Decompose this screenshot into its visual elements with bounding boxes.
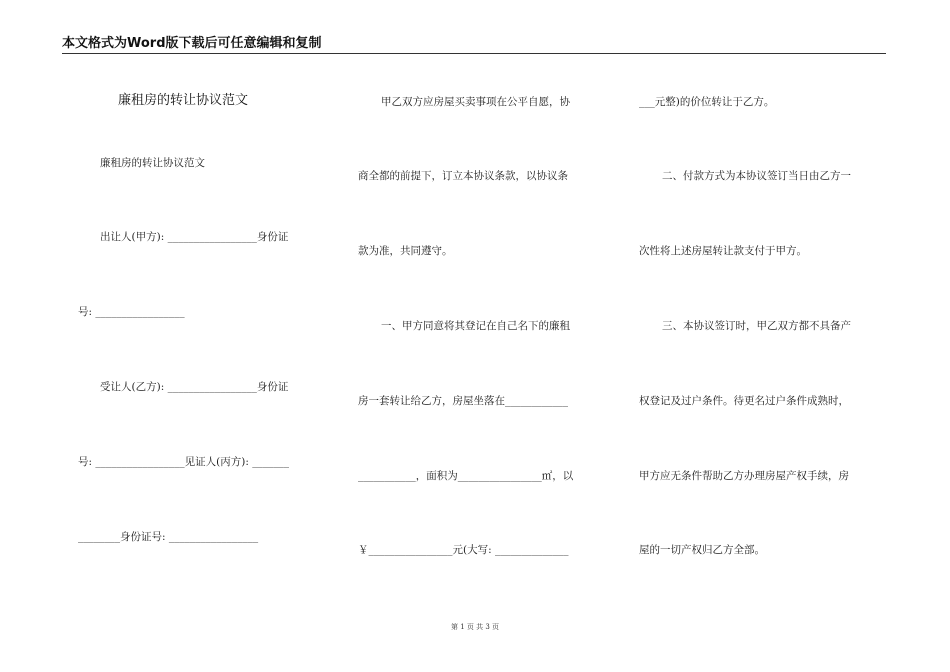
paragraph-line: 商全都的前提下，订立本协议条款，以协议条 xyxy=(358,170,568,182)
document-title: 廉租房的转让协议范文 xyxy=(118,93,249,108)
paragraph-line: 受让人(乙方): _________________身份证 xyxy=(100,381,289,393)
paragraph-line: 出让人(甲方): _________________身份证 xyxy=(100,231,289,243)
paragraph-line: 甲方应无条件帮助乙方办理房屋产权手续，房 xyxy=(639,470,849,482)
paragraph-line: 廉租房的转让协议范文 xyxy=(100,157,205,169)
paragraph-line: 权登记及过户条件。待更名过户条件成熟时， xyxy=(639,395,849,407)
paragraph-line: 房一套转让给乙方，房屋坐落在____________ xyxy=(358,395,568,407)
page-header xyxy=(62,36,886,54)
paragraph-line: 次性将上述房屋转让款支付于甲方。 xyxy=(639,245,807,257)
paragraph-line: 二、付款方式为本协议签订当日由乙方一 xyxy=(662,170,851,182)
page-number: 第 1 页 共 3 页 xyxy=(450,623,500,631)
paragraph-line: 一、甲方同意将其登记在自己名下的廉租 xyxy=(381,320,570,332)
header-text: 本文格式为Word版下载后可任意编辑和复制 xyxy=(62,36,322,51)
paragraph-line: ___元整)的价位转让于乙方。 xyxy=(639,96,775,108)
paragraph-line: 款为准，共同遵守。 xyxy=(358,245,453,257)
paragraph-line: 三、本协议签订时，甲乙双方都不具备产 xyxy=(662,320,851,332)
paragraph-line: 号: _________________ xyxy=(78,306,185,318)
paragraph-line: 甲乙双方应房屋买卖事项在公平自愿，协 xyxy=(381,96,570,108)
paragraph-line: ___________，面积为________________㎡，以 xyxy=(358,470,574,482)
paragraph-line: ￥________________元(大写: ______________ xyxy=(358,544,569,556)
paragraph-line: ________身份证号: _________________ xyxy=(78,531,259,543)
paragraph-line: 屋的一切产权归乙方全部。 xyxy=(639,544,765,556)
paragraph-line: 号: _________________见证人(丙方): _______ xyxy=(78,456,289,468)
